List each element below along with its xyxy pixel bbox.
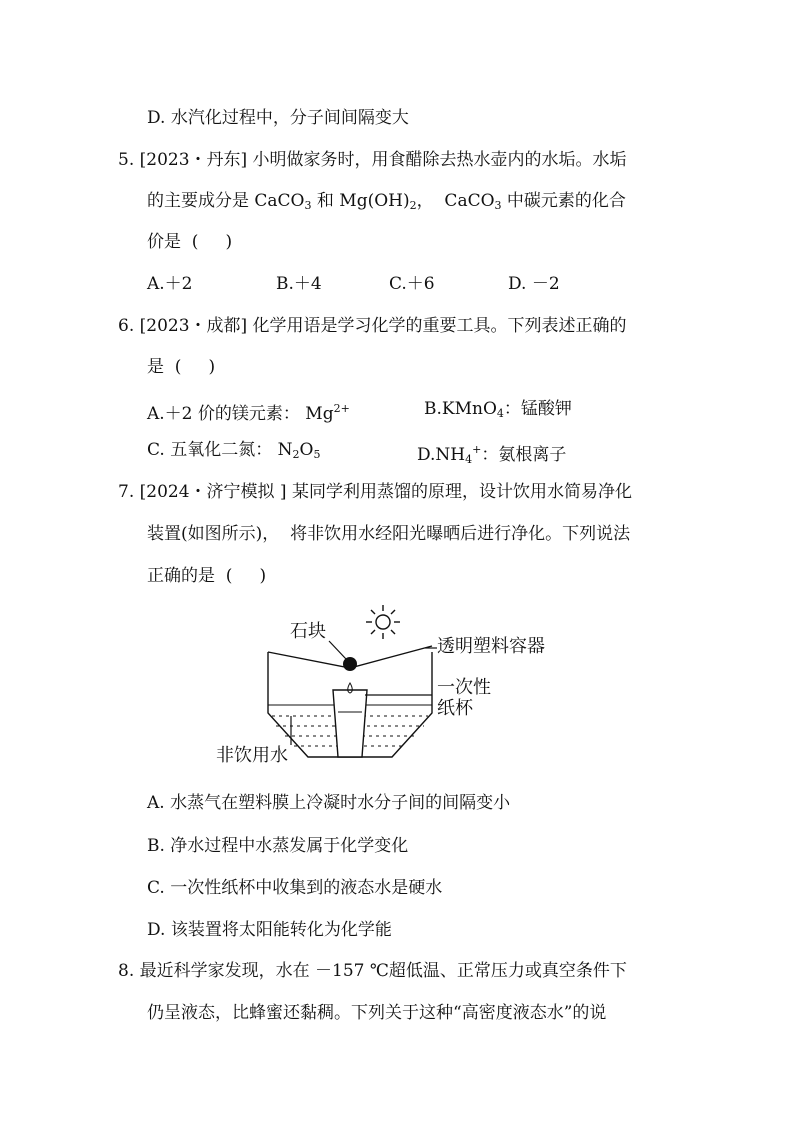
q5-option-a: A.＋2 xyxy=(147,274,193,294)
q8-stem-line2: 仍呈液态，比蜂蜜还黏稠。下列关于这种“高密度液态水”的说 xyxy=(147,1003,607,1023)
q6b-text: B.KMnO xyxy=(424,399,497,419)
q6d-text: ：氨根离子 xyxy=(481,445,567,465)
q8-stem-line1: 8. 最近科学家发现，水在 －157 ℃超低温、正常压力或真空条件下 xyxy=(118,961,627,981)
q5-stem-line3: 价是 ( ) xyxy=(147,232,233,252)
q7-option-b: B. 净水过程中水蒸发属于化学变化 xyxy=(147,836,409,856)
q7-stem-line2: 装置(如图所示)， 将非饮用水经阳光曝晒后进行净化。下列说法 xyxy=(147,524,631,544)
q7-stem-line1: 7. [2024・济宁模拟 ] 某同学利用蒸馏的原理，设计饮用水简易净化 xyxy=(118,482,632,502)
q5-sub: 3 xyxy=(494,199,502,212)
q5-stem-line1: 5. [2023・丹东] 小明做家务时，用食醋除去热水壶内的水垢。水垢 xyxy=(118,150,627,170)
q6b-sub: 4 xyxy=(496,407,504,420)
q7-option-d: D. 该装置将太阳能转化为化学能 xyxy=(147,920,392,940)
q6b-text: ：锰酸钾 xyxy=(503,399,572,419)
q7-stem-line3: 正确的是 ( ) xyxy=(147,566,267,586)
stone xyxy=(343,657,357,671)
q7-option-a: A. 水蒸气在塑料膜上冷凝时水分子间的间隔变小 xyxy=(147,793,511,813)
q5-option-d: D. －2 xyxy=(508,274,560,294)
water-label: 非饮用水 xyxy=(216,745,288,766)
q6d-sub: 4 xyxy=(465,453,473,466)
q6a-text: A.＋2 价的镁元素： Mg xyxy=(147,404,334,424)
q6d-text: D.NH xyxy=(417,445,466,465)
q6-stem-line2: 是 ( ) xyxy=(147,357,216,377)
q5-text: 和 Mg(OH) xyxy=(311,191,410,211)
q5-option-c: C.＋6 xyxy=(389,274,435,294)
q6c-sub: 2 xyxy=(292,448,300,461)
q6c-text: C. 五氧化二氮： N xyxy=(147,440,293,460)
q5-text: ， CaCO xyxy=(416,191,495,211)
q6a-sup: 2+ xyxy=(333,402,350,415)
q5-text: 的主要成分是 CaCO xyxy=(147,191,305,211)
cup-label-line2: 纸杯 xyxy=(437,698,473,719)
q5-text: 中碳元素的化合 xyxy=(501,191,626,211)
q5-option-b: B.＋4 xyxy=(276,274,322,294)
q7-option-c: C. 一次性纸杯中收集到的液态水是硬水 xyxy=(147,878,443,898)
q6d-sup: + xyxy=(472,443,482,456)
q6c-sub: 5 xyxy=(313,448,321,461)
q5-sub: 2 xyxy=(409,199,417,212)
cup-label-line1: 一次性 xyxy=(437,677,491,698)
paper-cup xyxy=(333,690,367,757)
stone-label: 石块 xyxy=(290,621,326,642)
q5-sub: 3 xyxy=(304,199,312,212)
q6c-text: O xyxy=(299,440,314,460)
q6-stem-line1: 6. [2023・成都] 化学用语是学习化学的重要工具。下列表述正确的 xyxy=(118,316,627,336)
sun-icon xyxy=(366,605,400,639)
container-label: 透明塑料容器 xyxy=(437,636,545,657)
q4-option-d: D. 水汽化过程中，分子间间隔变大 xyxy=(147,108,409,128)
